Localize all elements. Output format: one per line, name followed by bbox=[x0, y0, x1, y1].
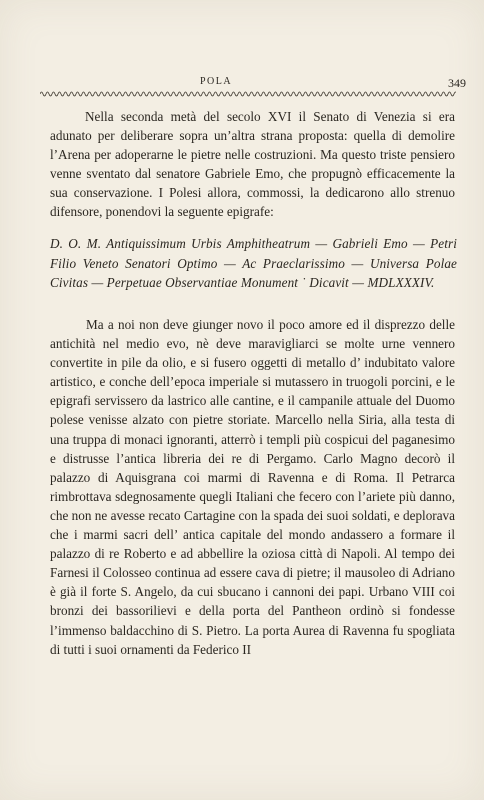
paragraph-1-text: Nella seconda metà del secolo XVI il Senato di Venezia si era adunato per deliberare sopra un’altra strana proposta: quella di demolire l’Arena per adoperarne le pietre nelle costruzioni. Ma questo triste pensiero venne sventato dal senatore Gabriele Emo, che propugnò efficacemente la sua conservazione. I Polesi allora, commossi, la dedicarono allo strenuo difensore, ponendovi la seguente epigrafe: bbox=[50, 109, 455, 220]
paragraph-2 bbox=[50, 315, 455, 659]
epigraph: D. O. M. Antiquissimum Urbis Amphitheatrum — Gabrieli Emo — Petri Filio Veneto Senatori Optimo — Ac Praeclarissimo — Universa Polae Civitas — Perpetuae Observantiae Monument ˙ Dicavit — MDLXXXIV. bbox=[50, 236, 457, 290]
running-title: POLA bbox=[200, 76, 233, 87]
decorative-wave-rule bbox=[40, 89, 456, 99]
paragraph-2-text: Ma a noi non deve giunger novo il poco amore ed il disprezzo delle antichità nel medio evo, nè deve maravigliarci se molte urne vennero convertite in pile da olio, e si fusero oggetti di metallo d’ indubitato valore artistico, e conche dell’epoca imperiale si mutassero in truogoli porcini, e le epigrafi servissero da lastrico alle cantine, e il campanile attuale del Duomo polese venisse alzato con pietre storiate. Marcello nella Siria, alla testa di una truppa di monaci ignoranti, atterrò i templi più cospicui del paganesimo e distrusse l’antica libreria dei re di Pergamo. Carlo Magno decorò il palazzo di Aquisgrana coi marmi di Ravenna e di Roma. Il Petrarca rimbrottava sdegnosamente quegli Italiani che fecero con l’ariete più danno, che non ne avesse recato Cartagine con la spada dei suoi soldati, e deplorava che i marmi sacri dell’ antica capitale del mondo andassero a formare il palazzo di re Roberto e ad abbellire la oziosa città di Napoli. Al tempo dei Farnesi il Colosseo continua ad essere cava di pietre; il mausoleo di Adriano è già il forte S. Angelo, da cui sbucano i cannoni dei papi. Urbano VIII coi bronzi dei bassorilievi e della porta del Pantheon ordinò si fondesse l’immenso baldacchino di S. Pietro. La porta Aurea di Ravenna fu spogliata di tutti i suoi ornamenti da Federico II bbox=[50, 317, 455, 657]
running-head bbox=[0, 76, 484, 90]
paragraph-1 bbox=[50, 107, 455, 222]
page-number: 349 bbox=[448, 76, 466, 90]
